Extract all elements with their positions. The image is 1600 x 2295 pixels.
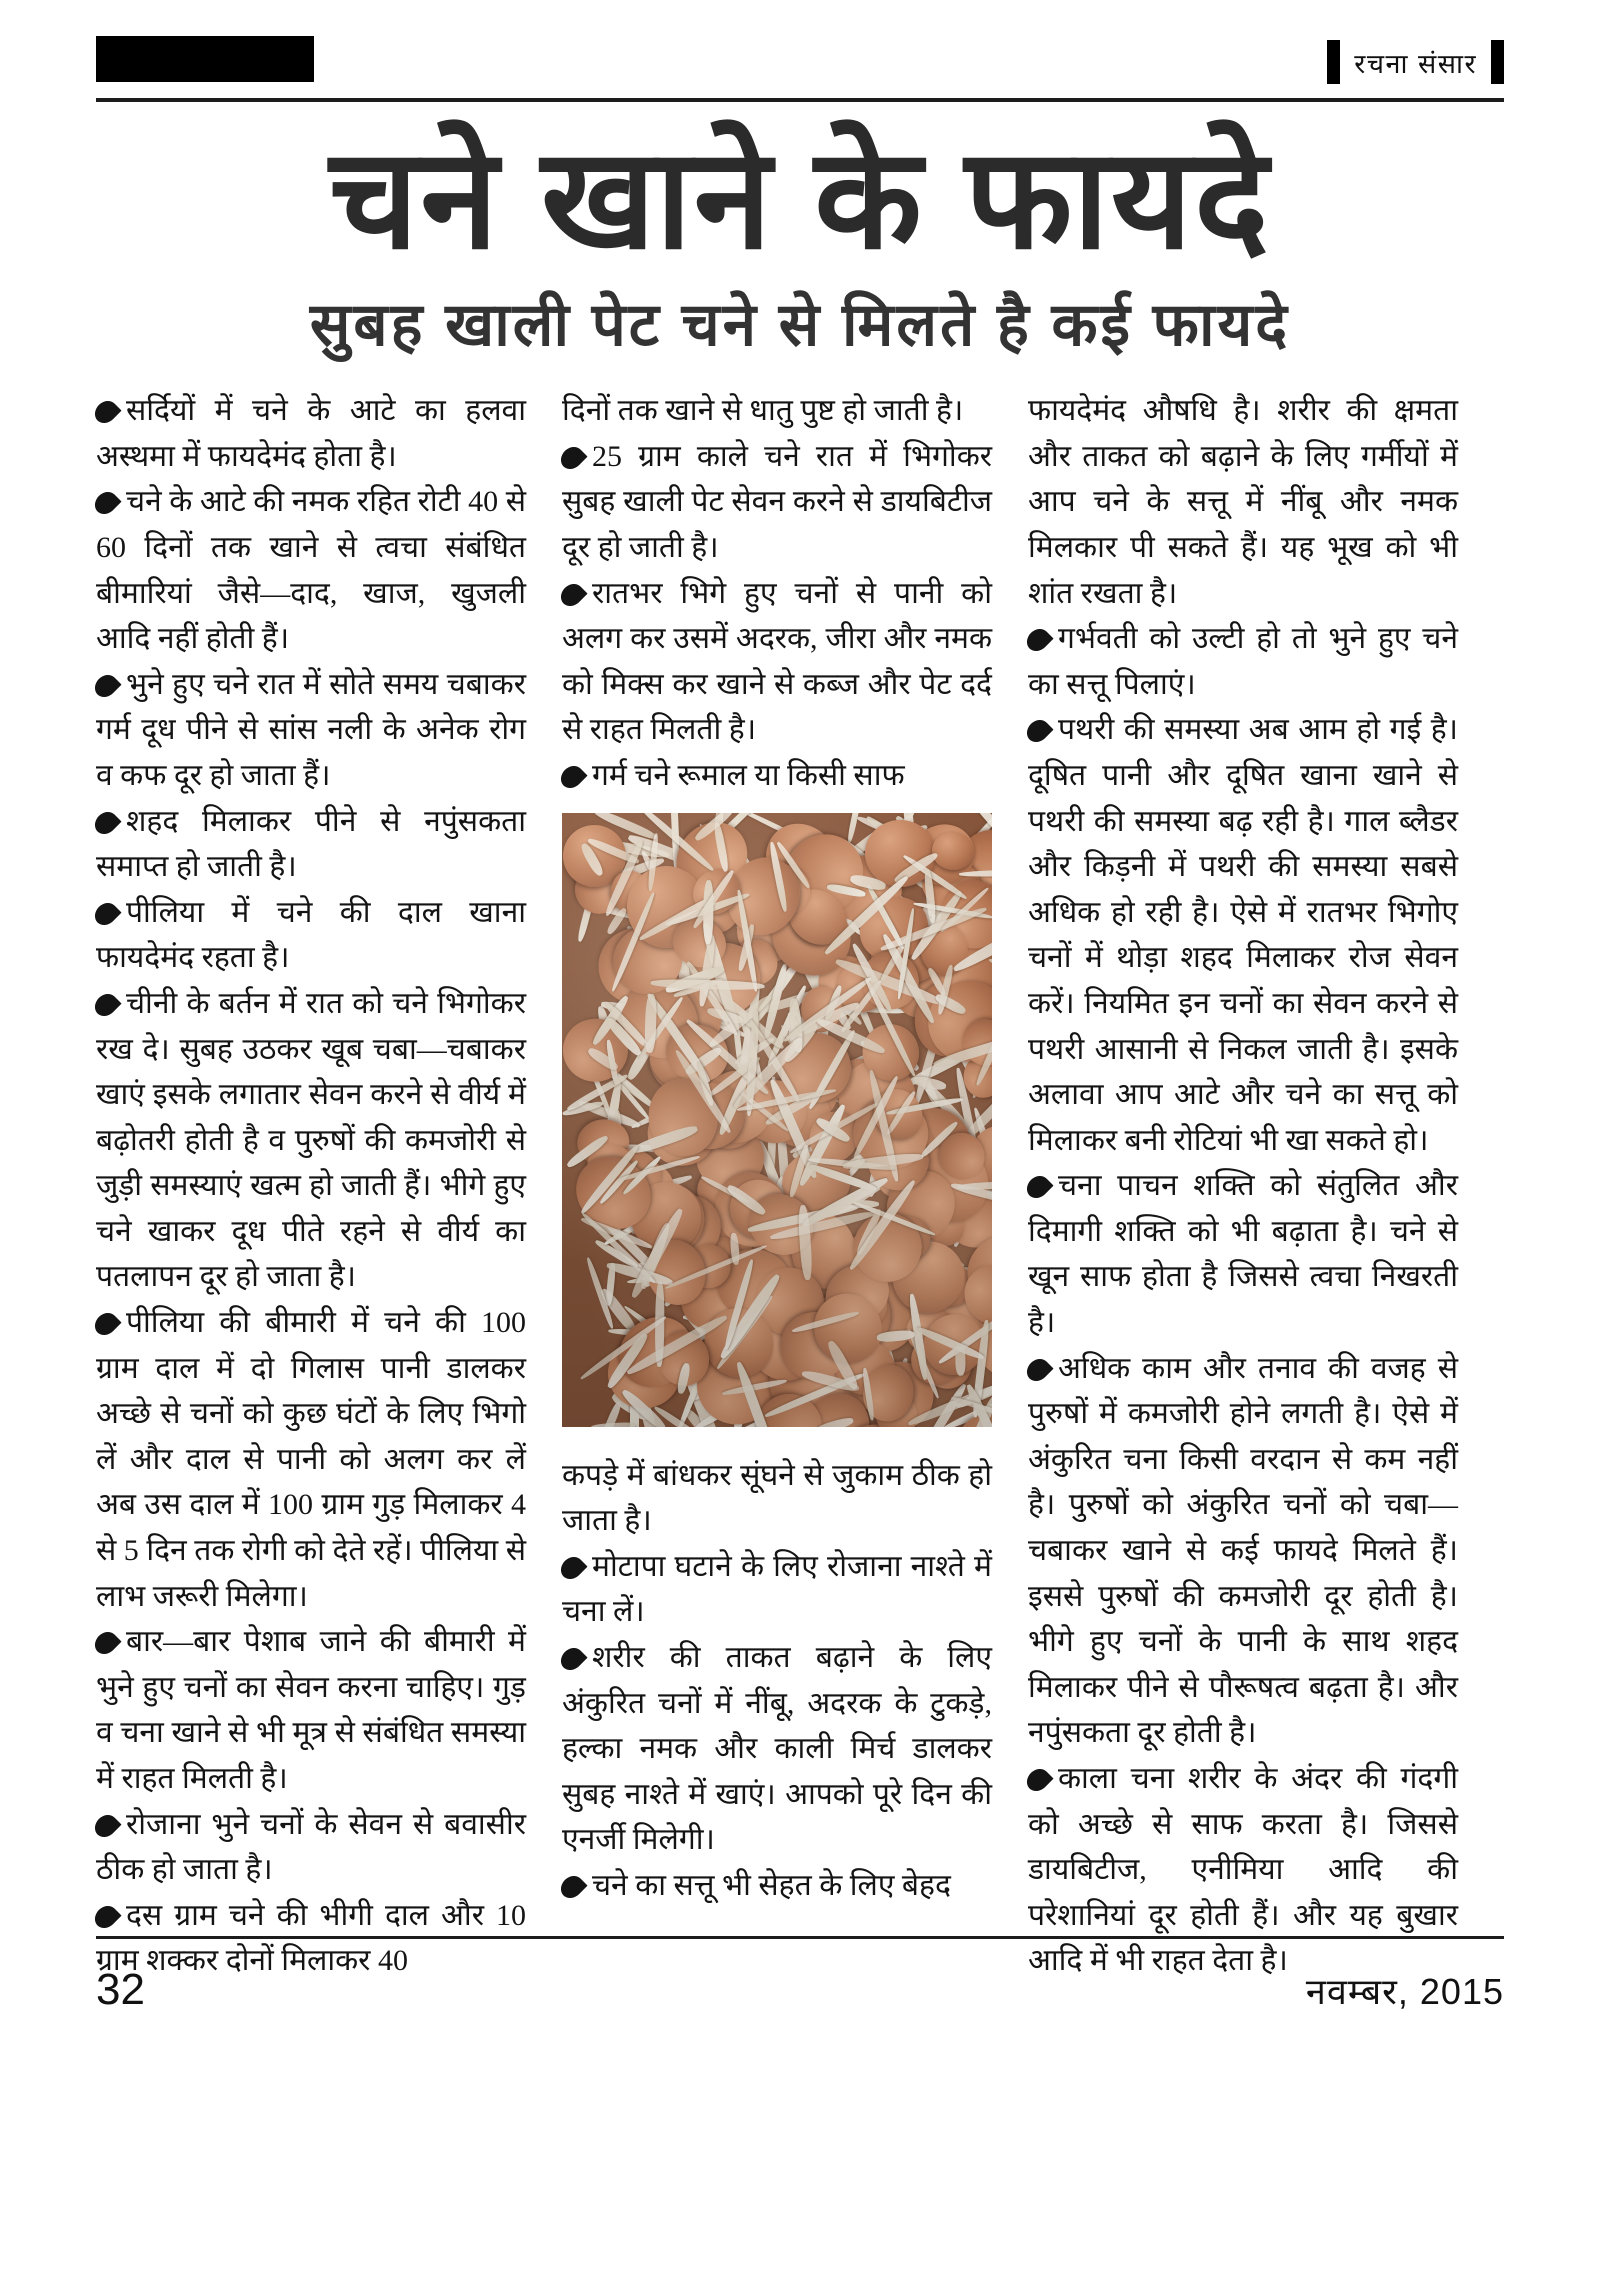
paragraph-text: बार—बार पेशाब जाने की बीमारी में भुने हुए चनों का सेवन करना चाहिए। गुड़ व चना खाने से भी मूत्र से संबंधित समस्या में राहत मिलती है। <box>96 1625 526 1795</box>
paragraph-text: पथरी की समस्या अब आम हो गई है। दूषित पानी और दूषित खाना खाने से पथरी की समस्या बढ़ रही है। गाल ब्लैडर और किड़नी में पथरी की समस्या सबसे अधिक हो रही है। ऐसे में रातभर भिगोए चनों में थोड़ा शहद मिलाकर रोज सेवन करें। नियमित इन चनों का सेवन करने से पथरी आसानी से निकल जाती है। इसके अलावा आप आटे और चने का सत्तू को मिलाकर बनी रोटियां भी खा सकते हो। <box>1028 713 1458 1157</box>
article-column-1 <box>96 388 526 1984</box>
droplet-bullet-shape <box>90 488 121 519</box>
droplet-bullet-icon <box>96 1893 126 1939</box>
tag-bar-right-icon <box>1491 40 1504 84</box>
paragraph-text: भुने हुए चने रात में सोते समय चबाकर गर्म दूध पीने से सांस नली के अनेक रोग व कफ दूर हो जाता हैं। <box>96 667 526 792</box>
droplet-bullet-shape <box>556 1643 587 1674</box>
article-bullet-paragraph <box>96 981 526 1300</box>
droplet-bullet-shape <box>556 761 587 792</box>
article-bullet-paragraph <box>96 479 526 661</box>
droplet-bullet-shape <box>556 1552 587 1583</box>
article-bullet-paragraph <box>1028 1163 1458 1345</box>
paragraph-text: कपड़े में बांधकर सूंघने से जुकाम ठीक हो जाता है। <box>562 1458 992 1538</box>
droplet-bullet-shape <box>1022 1172 1053 1203</box>
masthead <box>96 0 1504 88</box>
droplet-bullet-shape <box>1022 625 1053 656</box>
article-paragraph <box>562 388 992 434</box>
article-bullet-paragraph <box>1028 616 1458 707</box>
paragraph-text: गर्म चने रूमाल या किसी साफ <box>592 758 905 792</box>
droplet-bullet-icon <box>96 1802 126 1848</box>
droplet-bullet-icon <box>562 753 592 799</box>
droplet-bullet-shape <box>1022 1764 1053 1795</box>
paragraph-text: फायदेमंद औषधि है। शरीर की क्षमता और ताकत को बढ़ाने के लिए गर्मीयों में आप चने के सत्तू में नींबू और नमक मिलकार पी सकते हैं। यह भूख को भी शांत रखता है। <box>1028 394 1458 610</box>
paragraph-text: सर्दियों में चने के आटे का हलवा अस्थमा में फायदेमंद होता है। <box>96 394 526 473</box>
droplet-bullet-shape <box>1022 716 1053 747</box>
paragraph-text: चीनी के बर्तन में रात को चने भिगोकर रख दे। सुबह उठकर खूब चबा—चबाकर खाएं इसके लगातार सेवन करने से वीर्य में बढ़ोतरी होती है व पुरुषों की कमजोरी से जुड़ी समस्याएं खत्म हो जाती हैं। भीगे हुए चने खाकर दूध पीते रहने से वीर्य का पतलापन दूर हो जाता है। <box>96 986 526 1294</box>
droplet-bullet-shape <box>90 1901 121 1932</box>
droplet-bullet-icon <box>562 1544 592 1590</box>
article-bullet-paragraph <box>96 1802 526 1893</box>
paragraph-text: शहद मिलाकर पीने से नपुंसकता समाप्त हो जाती है। <box>96 804 526 884</box>
paragraph-text: रोजाना भुने चनों के सेवन से बवासीर ठीक हो जाता है। <box>96 1807 526 1887</box>
paragraph-text: दिनों तक खाने से धातु पुष्ट हो जाती है। <box>562 394 964 428</box>
droplet-bullet-shape <box>90 989 121 1020</box>
droplet-bullet-icon <box>96 890 126 936</box>
article-column-3 <box>1028 388 1458 1984</box>
droplet-bullet-icon <box>1028 1163 1058 1209</box>
article-bullet-paragraph <box>562 1544 992 1635</box>
droplet-bullet-icon <box>562 571 592 617</box>
section-tag-label: रचना संसार <box>1354 48 1477 79</box>
article-bullet-paragraph <box>96 1893 526 1984</box>
droplet-bullet-icon <box>562 1635 592 1681</box>
paragraph-text: पीलिया की बीमारी में चने की 100 ग्राम दाल में दो गिलास पानी डालकर अच्छे से चनों को कुछ घंटों के लिए भिगो लें और दाल से पानी को अलग कर लें अब उस दाल में 100 ग्राम गुड़ मिलाकर 4 से 5 दिन तक रोगी को देते रहें। पीलिया से लाभ जरूरी मिलेगा। <box>96 1306 526 1613</box>
paragraph-text: मोटापा घटाने के लिए रोजाना नाश्ते में चना लें। <box>562 1549 992 1629</box>
section-tag <box>1327 40 1504 84</box>
header-rule <box>96 98 1504 102</box>
page-number: 32 <box>96 1965 145 2015</box>
article-columns <box>96 388 1504 1978</box>
paragraph-text: चने का सत्तू भी सेहत के लिए बेहद <box>592 1868 951 1902</box>
paragraph-text: चने के आटे की नमक रहित रोटी 40 से 60 दिनों तक खाने से त्वचा संबंधित बीमारियां जैसे—दाद, खाज, खुजली आदि नहीं होती हैं। <box>96 485 526 656</box>
article-column-2 <box>562 388 992 1908</box>
droplet-bullet-icon <box>96 388 126 434</box>
droplet-bullet-icon <box>1028 1756 1058 1802</box>
paragraph-text: पीलिया में चने की दाल खाना फायदेमंद रहता है। <box>96 895 526 975</box>
photo-shading <box>562 813 992 1427</box>
article-bullet-paragraph <box>96 890 526 981</box>
article-bullet-paragraph <box>96 388 526 479</box>
paragraph-text: अधिक काम और तनाव की वजह से पुरुषों में कमजोरी होने लगती है। ऐसे में अंकुरित चना किसी वरदान से कम नहीं है। पुरुषों को अंकुरित चनों को चबा—चबाकर खाने से कई फायदे मिलते हैं। इससे पुरुषों की कमजोरी दूर होती है। भीगे हुए चनों के पानी के साथ शहद मिलाकर पीने से पौरूषत्व बढ़ता है। और नपुंसकता दूर होती है। <box>1028 1351 1458 1750</box>
droplet-bullet-icon <box>96 479 126 525</box>
droplet-bullet-shape <box>90 807 121 838</box>
article-bullet-paragraph <box>1028 707 1458 1163</box>
article-bullet-paragraph <box>96 1619 526 1801</box>
sprouted-chickpeas-photo <box>562 813 992 1427</box>
article-bullet-paragraph <box>562 571 992 753</box>
paragraph-text: 25 ग्राम काले चने रात में भिगोकर सुबह खाली पेट सेवन करने से डायबिटीज दूर हो जाती है। <box>562 439 992 564</box>
paragraph-text: रातभर भिगे हुए चनों से पानी को अलग कर उसमें अदरक, जीरा और नमक को मिक्स कर खाने से कब्ज और पेट दर्द से राहत मिलती है। <box>562 576 992 747</box>
droplet-bullet-shape <box>90 1628 121 1659</box>
article-bullet-paragraph <box>562 753 992 799</box>
paragraph-text: शरीर की ताकत बढ़ाने के लिए अंकुरित चनों में नींबू, अदरक के टुकड़े, हल्का नमक और काली मिर्च डालकर सुबह नाश्ते में खाएं। आपको पूरे दिन की एनर्जी मिलेगी। <box>562 1640 992 1857</box>
droplet-bullet-icon <box>1028 1346 1058 1392</box>
droplet-bullet-icon <box>562 1863 592 1909</box>
masthead-black-block <box>96 36 314 82</box>
droplet-bullet-icon <box>1028 707 1058 753</box>
article-paragraph <box>562 1453 992 1544</box>
droplet-bullet-icon <box>96 1300 126 1346</box>
droplet-bullet-icon <box>1028 616 1058 662</box>
article-bullet-paragraph <box>562 1863 992 1909</box>
droplet-bullet-icon <box>96 1619 126 1665</box>
paragraph-text: काला चना शरीर के अंदर की गंदगी को अच्छे से साफ करता है। जिससे डायबिटीज, एनीमिया आदि की परेशानियां दूर होती हैं। और यह बुखार आदि में भी राहत देता है। <box>1028 1762 1458 1978</box>
droplet-bullet-shape <box>90 1309 121 1340</box>
page-subtitle: सुबह खाली पेट चने से मिलते है कई फायदे <box>309 291 1291 359</box>
droplet-bullet-shape <box>90 397 121 428</box>
article-bullet-paragraph <box>1028 1756 1458 1984</box>
droplet-bullet-icon <box>562 434 592 480</box>
droplet-bullet-shape <box>556 579 587 610</box>
droplet-bullet-shape <box>90 670 121 701</box>
droplet-bullet-icon <box>96 981 126 1027</box>
droplet-bullet-shape <box>556 1871 587 1902</box>
paragraph-text: दस ग्राम चने की भीगी दाल और 10 ग्राम शक्कर दोनों मिलाकर 40 <box>96 1898 526 1978</box>
page-title: चने खाने के फायदे <box>329 120 1271 277</box>
droplet-bullet-shape <box>556 442 587 473</box>
article-bullet-paragraph <box>96 799 526 890</box>
droplet-bullet-icon <box>96 662 126 708</box>
paragraph-text: चना पाचन शक्ति को संतुलित और दिमागी शक्ति को भी बढ़ाता है। चने से खून साफ होता है जिससे त्वचा निखरती है। <box>1028 1169 1458 1340</box>
article-bullet-paragraph <box>96 662 526 799</box>
droplet-bullet-icon <box>96 799 126 845</box>
issue-date: नवम्बर, 2015 <box>1305 1971 1504 2013</box>
tag-bar-left-icon <box>1327 40 1340 84</box>
paragraph-text: गर्भवती को उल्टी हो तो भुने हुए चने का सत्तू पिलाएं। <box>1028 622 1458 701</box>
article-bullet-paragraph <box>96 1300 526 1619</box>
article-bullet-paragraph <box>562 1635 992 1863</box>
droplet-bullet-shape <box>90 898 121 929</box>
droplet-bullet-shape <box>1022 1354 1053 1385</box>
article-bullet-paragraph <box>562 434 992 571</box>
droplet-bullet-shape <box>90 1810 121 1841</box>
article-paragraph <box>1028 388 1458 616</box>
article-bullet-paragraph <box>1028 1346 1458 1756</box>
